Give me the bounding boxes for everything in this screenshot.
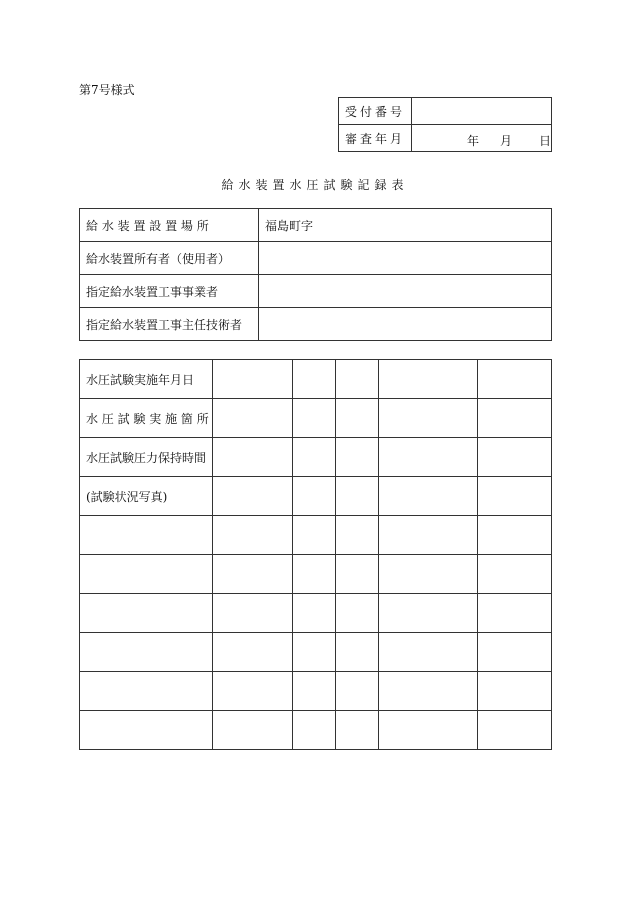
test-row: [80, 594, 552, 633]
test-value-cell[interactable]: [292, 516, 335, 555]
test-row: [80, 399, 552, 438]
owner-label: 給水装置所有者（使用者）: [80, 242, 259, 275]
test-value-cell[interactable]: [212, 360, 292, 399]
test-value-cell[interactable]: [378, 672, 478, 711]
info-row-owner: [80, 242, 552, 275]
test-row: [80, 516, 552, 555]
test-row-label: [80, 516, 213, 555]
contractor-field[interactable]: [259, 275, 552, 308]
test-row: [80, 477, 552, 516]
test-value-cell[interactable]: [292, 360, 335, 399]
day-unit: 日: [539, 134, 552, 148]
test-row-label: [80, 711, 213, 750]
test-row-label: [80, 555, 213, 594]
test-value-cell[interactable]: [378, 711, 478, 750]
test-value-cell[interactable]: [292, 477, 335, 516]
test-value-cell[interactable]: [335, 711, 378, 750]
test-row-label: 水 圧 試 験 実 施 箇 所: [80, 399, 213, 438]
test-row-label: 水圧試験実施年月日: [80, 360, 213, 399]
contractor-label: 指定給水装置工事事業者: [80, 275, 259, 308]
test-row-label: (試験状況写真): [80, 477, 213, 516]
test-value-cell[interactable]: [292, 594, 335, 633]
test-value-cell[interactable]: [478, 438, 552, 477]
test-value-cell[interactable]: [212, 711, 292, 750]
test-value-cell[interactable]: [212, 672, 292, 711]
test-row: [80, 672, 552, 711]
installation-location-field[interactable]: 福島町字: [259, 209, 552, 242]
document-title: 給水装置水圧試験記録表: [221, 178, 409, 192]
test-value-cell[interactable]: [292, 672, 335, 711]
test-value-cell[interactable]: [292, 399, 335, 438]
test-value-cell[interactable]: [335, 555, 378, 594]
test-value-cell[interactable]: [378, 633, 478, 672]
test-row: [80, 555, 552, 594]
info-row-location: [80, 209, 552, 242]
test-value-cell[interactable]: [478, 711, 552, 750]
test-value-cell[interactable]: [335, 438, 378, 477]
form-number: 第7号様式: [79, 83, 135, 97]
test-value-cell[interactable]: [378, 516, 478, 555]
test-value-cell[interactable]: [378, 555, 478, 594]
test-row-label: [80, 633, 213, 672]
owner-field[interactable]: [259, 242, 552, 275]
test-row: [80, 711, 552, 750]
test-row: [80, 633, 552, 672]
info-row-chief-engineer: [80, 308, 552, 341]
test-value-cell[interactable]: [478, 399, 552, 438]
test-value-cell[interactable]: [378, 438, 478, 477]
test-row: [80, 360, 552, 399]
test-value-cell[interactable]: [212, 438, 292, 477]
installation-info-table: [79, 208, 552, 341]
test-row: [80, 438, 552, 477]
test-value-cell[interactable]: [335, 399, 378, 438]
test-value-cell[interactable]: [478, 477, 552, 516]
test-value-cell[interactable]: [292, 633, 335, 672]
test-value-cell[interactable]: [212, 555, 292, 594]
test-row-label: 水圧試験圧力保持時間: [80, 438, 213, 477]
test-value-cell[interactable]: [212, 399, 292, 438]
month-unit: 月: [500, 134, 513, 148]
test-value-cell[interactable]: [478, 516, 552, 555]
review-date-row: [339, 125, 552, 152]
pressure-test-table: [79, 359, 552, 750]
test-value-cell[interactable]: [212, 633, 292, 672]
test-row-label: [80, 672, 213, 711]
test-value-cell[interactable]: [478, 360, 552, 399]
receipt-number-label: 受付番号: [339, 98, 412, 125]
test-value-cell[interactable]: [292, 555, 335, 594]
installation-location-label: 給 水 装 置 設 置 場 所: [80, 209, 259, 242]
test-value-cell[interactable]: [292, 711, 335, 750]
test-value-cell[interactable]: [378, 399, 478, 438]
test-value-cell[interactable]: [378, 594, 478, 633]
chief-engineer-label: 指定給水装置工事主任技術者: [80, 308, 259, 341]
test-value-cell[interactable]: [335, 360, 378, 399]
test-value-cell[interactable]: [335, 672, 378, 711]
chief-engineer-field[interactable]: [259, 308, 552, 341]
review-date-label: 審査年月: [339, 125, 412, 152]
test-row-label: [80, 594, 213, 633]
test-value-cell[interactable]: [335, 516, 378, 555]
test-value-cell[interactable]: [335, 633, 378, 672]
test-value-cell[interactable]: [478, 555, 552, 594]
test-value-cell[interactable]: [478, 672, 552, 711]
test-value-cell[interactable]: [378, 360, 478, 399]
test-value-cell[interactable]: [212, 477, 292, 516]
year-unit: 年: [467, 134, 480, 148]
test-value-cell[interactable]: [478, 594, 552, 633]
review-date-field[interactable]: [412, 125, 552, 152]
test-value-cell[interactable]: [378, 477, 478, 516]
receipt-number-row: [339, 98, 552, 125]
test-value-cell[interactable]: [335, 477, 378, 516]
test-value-cell[interactable]: [478, 633, 552, 672]
receipt-number-field[interactable]: [412, 98, 552, 125]
info-row-contractor: [80, 275, 552, 308]
test-value-cell[interactable]: [212, 516, 292, 555]
reception-table: [338, 97, 552, 152]
test-value-cell[interactable]: [212, 594, 292, 633]
test-value-cell[interactable]: [292, 438, 335, 477]
test-value-cell[interactable]: [335, 594, 378, 633]
